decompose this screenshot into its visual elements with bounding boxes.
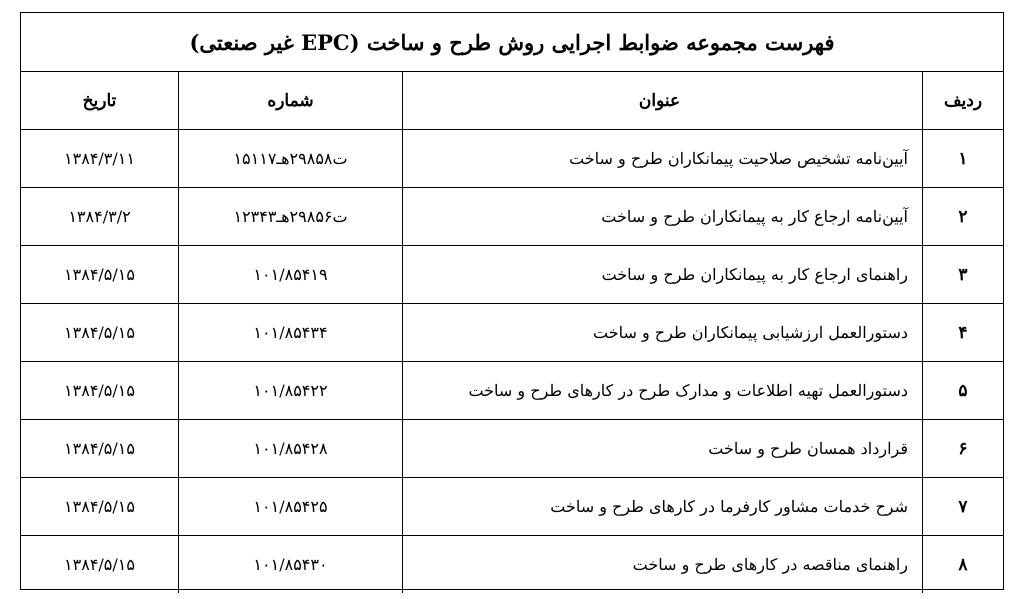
table-row (21, 246, 1003, 304)
cell-number-cell (179, 188, 403, 246)
cell-date: ۱۳۸۴/۵/۱۵ (64, 497, 135, 516)
cell-number: ۱۰۱/۸۵۴۳۴ (253, 323, 328, 342)
table-row (21, 304, 1003, 362)
cell-row-number: ۵ (923, 362, 1004, 420)
cell-date-cell (21, 536, 179, 594)
header-row-number: ردیف (923, 72, 1004, 130)
cell-date-cell (21, 362, 179, 420)
cell-subject: دستورالعمل تهیه اطلاعات و مدارک طرح در کارهای طرح و ساخت (403, 362, 923, 420)
cell-date: ۱۳۸۴/۵/۱۵ (64, 323, 135, 342)
cell-number-cell (179, 304, 403, 362)
cell-subject: آیین‌نامه ارجاع کار به پیمانکاران طرح و ساخت (403, 188, 923, 246)
table-row (21, 130, 1003, 188)
table-body (21, 130, 1003, 594)
table-row (21, 362, 1003, 420)
document-title: فهرست مجموعه ضوابط اجرایی روش طرح و ساخت (EPC غیر صنعتی) (21, 13, 1003, 72)
cell-row-number: ۳ (923, 246, 1004, 304)
cell-date: ۱۳۸۴/۳/۲ (68, 207, 131, 226)
cell-date: ۱۳۸۴/۵/۱۵ (64, 555, 135, 574)
cell-number: ۱۰۱/۸۵۴۲۸ (253, 439, 328, 458)
cell-date-cell (21, 478, 179, 536)
header-date: تاریخ (21, 72, 179, 130)
cell-subject: قرارداد همسان طرح و ساخت (403, 420, 923, 478)
cell-number: ۱۲۳۴۳ت۲۹۸۵۶هـ (233, 207, 348, 226)
document-frame (20, 12, 1004, 590)
cell-number-cell (179, 536, 403, 594)
cell-subject: شرح خدمات مشاور کارفرما در کارهای طرح و ساخت (403, 478, 923, 536)
cell-row-number: ۲ (923, 188, 1004, 246)
cell-number: ۱۰۱/۸۵۴۱۹ (253, 265, 328, 284)
cell-number-cell (179, 130, 403, 188)
cell-subject: دستورالعمل ارزشیابی پیمانکاران طرح و ساخت (403, 304, 923, 362)
cell-subject: راهنمای ارجاع کار به پیمانکاران طرح و ساخت (403, 246, 923, 304)
cell-row-number: ۱ (923, 130, 1004, 188)
table-row (21, 188, 1003, 246)
cell-date: ۱۳۸۴/۵/۱۵ (64, 439, 135, 458)
table-row (21, 478, 1003, 536)
cell-number: ۱۰۱/۸۵۴۲۵ (253, 497, 328, 516)
table-header-row (21, 72, 1003, 130)
cell-date: ۱۳۸۴/۵/۱۵ (64, 381, 135, 400)
header-number: شماره (179, 72, 403, 130)
table-row (21, 536, 1003, 594)
cell-row-number: ۶ (923, 420, 1004, 478)
cell-row-number: ۸ (923, 536, 1004, 594)
cell-number: ۱۵۱۱۷ت۲۹۸۵۸هـ (233, 149, 348, 168)
table-row (21, 420, 1003, 478)
regulations-table (21, 72, 1003, 593)
cell-number: ۱۰۱/۸۵۴۳۰ (253, 555, 328, 574)
cell-number: ۱۰۱/۸۵۴۲۲ (253, 381, 328, 400)
header-subject: عنوان (403, 72, 923, 130)
cell-date: ۱۳۸۴/۳/۱۱ (64, 149, 135, 168)
cell-number-cell (179, 362, 403, 420)
cell-date-cell (21, 188, 179, 246)
cell-row-number: ۷ (923, 478, 1004, 536)
cell-date-cell (21, 246, 179, 304)
cell-date-cell (21, 420, 179, 478)
cell-date-cell (21, 304, 179, 362)
cell-number-cell (179, 420, 403, 478)
cell-number-cell (179, 478, 403, 536)
cell-date-cell (21, 130, 179, 188)
cell-number-cell (179, 246, 403, 304)
cell-subject: آیین‌نامه تشخیص صلاحیت پیمانکاران طرح و ساخت (403, 130, 923, 188)
cell-date: ۱۳۸۴/۵/۱۵ (64, 265, 135, 284)
cell-row-number: ۴ (923, 304, 1004, 362)
cell-subject: راهنمای مناقصه در کارهای طرح و ساخت (403, 536, 923, 594)
